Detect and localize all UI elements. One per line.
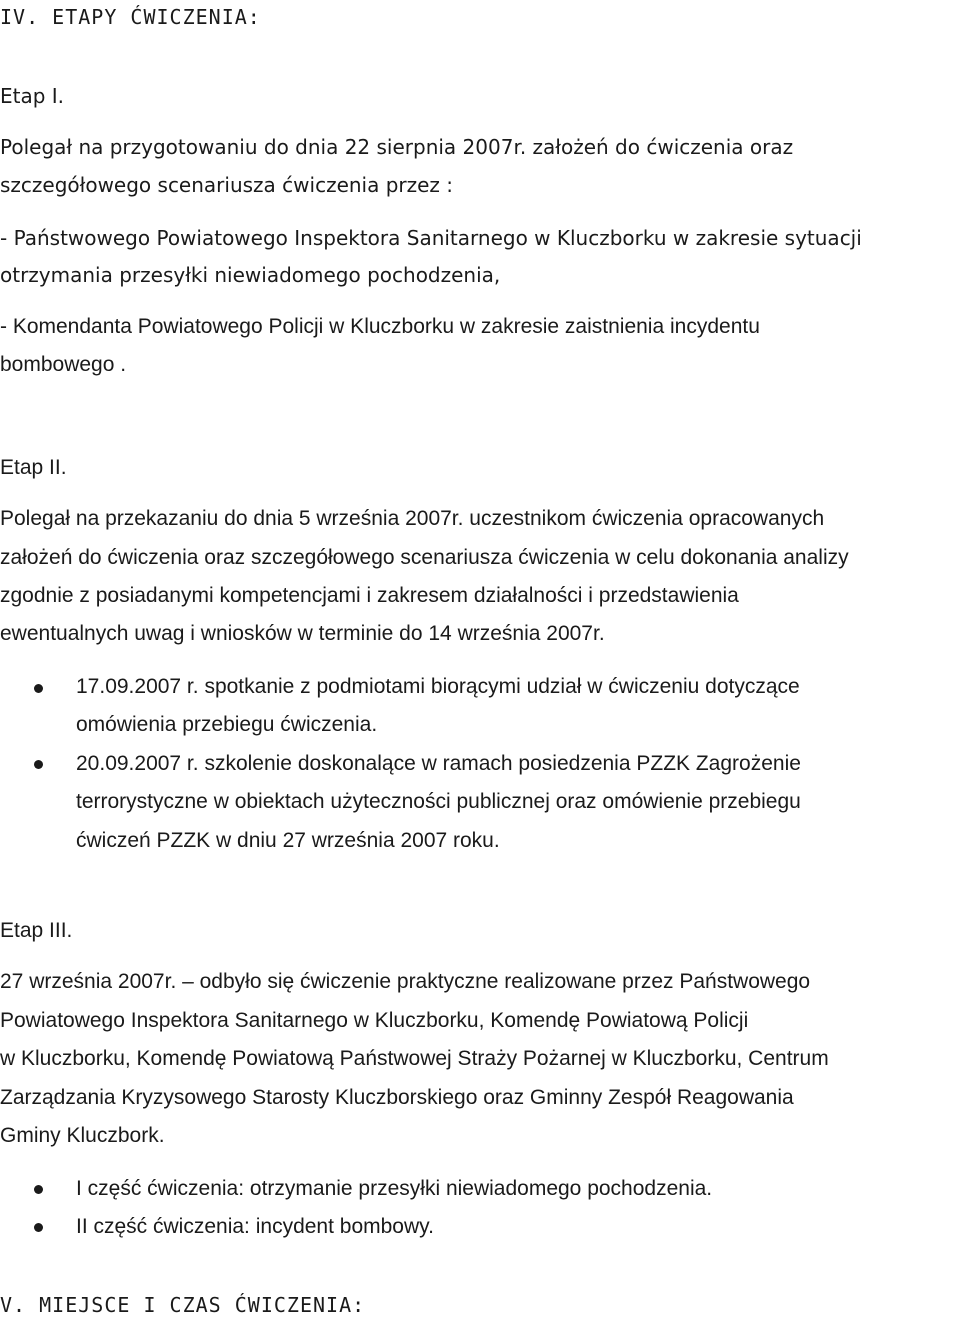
stage-3-line-4: Zarządzania Kryzysowego Starosty Kluczborskiego oraz Gminny Zespół Reagowania bbox=[0, 1086, 794, 1109]
stage-1-title: Etap I. bbox=[0, 84, 65, 108]
stage-3-line-1: 27 września 2007r. – odbyło się ćwiczenie praktyczne realizowane przez Państwowego bbox=[0, 970, 811, 993]
bullet-1-line-1: 17.09.2007 r. spotkanie z podmiotami biorącymi udział w ćwiczeniu dotyczące bbox=[76, 675, 800, 698]
stage-1-line-5: - Komendanta Powiatowego Policji w Kluczborku w zakresie zaistnienia incydentu bbox=[0, 315, 760, 338]
stage-2-line-4: ewentualnych uwag i wniosków w terminie do 14 września 2007r. bbox=[0, 622, 605, 645]
part-1: I część ćwiczenia: otrzymanie przesyłki niewiadomego pochodzenia. bbox=[76, 1177, 713, 1200]
stage-2-line-2: założeń do ćwiczenia oraz szczegółowego scenariusza ćwiczenia w celu dokonania analizy bbox=[0, 546, 849, 569]
stage-3-title: Etap III. bbox=[0, 919, 73, 942]
part-2: II część ćwiczenia: incydent bombowy. bbox=[76, 1215, 434, 1238]
bullet-1-line-2: omówienia przebiegu ćwiczenia. bbox=[76, 713, 378, 736]
stage-3-line-3: w Kluczborku, Komendę Powiatową Państwowej Straży Pożarnej w Kluczborku, Centrum bbox=[0, 1047, 829, 1070]
bullet-2-line-2: terrorystyczne w obiektach użyteczności publicznej oraz omówienie przebiegu bbox=[76, 790, 801, 813]
bullet-icon bbox=[34, 760, 43, 769]
bullet-icon bbox=[34, 1223, 43, 1232]
stage-1-line-2: szczegółowego scenariusza ćwiczenia przez : bbox=[0, 173, 454, 197]
stage-1-line-4: otrzymania przesyłki niewiadomego pochodzenia, bbox=[0, 263, 501, 287]
stage-1-line-3: - Państwowego Powiatowego Inspektora Sanitarnego w Kluczborku w zakresie sytuacji bbox=[0, 226, 862, 250]
bullet-icon bbox=[34, 684, 43, 693]
stage-2-line-1: Polegał na przekazaniu do dnia 5 września 2007r. uczestnikom ćwiczenia opracowanych bbox=[0, 507, 825, 530]
stage-1-line-1: Polegał na przygotowaniu do dnia 22 sierpnia 2007r. założeń do ćwiczenia oraz bbox=[0, 135, 794, 159]
bullet-2-line-1: 20.09.2007 r. szkolenie doskonalące w ramach posiedzenia PZZK Zagrożenie bbox=[76, 752, 801, 775]
section-heading-v: V. MIEJSCE I CZAS ĆWICZENIA: bbox=[0, 1293, 366, 1317]
stage-3-line-5: Gminy Kluczbork. bbox=[0, 1124, 165, 1147]
stage-1-line-6: bombowego . bbox=[0, 353, 127, 376]
bullet-2-line-3: ćwiczeń PZZK w dniu 27 września 2007 roku. bbox=[76, 829, 500, 852]
bullet-icon bbox=[34, 1185, 43, 1194]
stage-2-title: Etap II. bbox=[0, 456, 67, 479]
stage-3-line-2: Powiatowego Inspektora Sanitarnego w Kluczborku, Komendę Powiatową Policji bbox=[0, 1009, 749, 1032]
section-heading-iv: IV. ETAPY ĆWICZENIA: bbox=[0, 5, 261, 29]
stage-2-line-3: zgodnie z posiadanymi kompetencjami i zakresem działalności i przedstawienia bbox=[0, 584, 739, 607]
